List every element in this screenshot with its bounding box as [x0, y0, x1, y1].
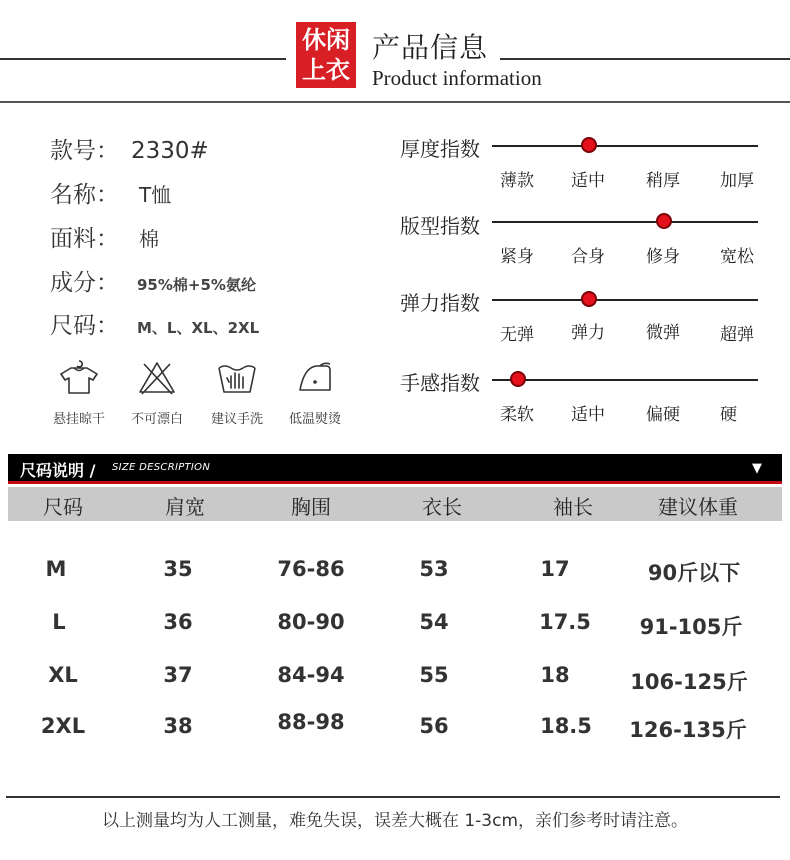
- chest-cell: 80-90: [277, 610, 345, 634]
- thickness-option: 适中: [571, 171, 605, 191]
- fit-index-line: [492, 221, 758, 223]
- info-value: 95%棉+5%氨纶: [137, 276, 256, 294]
- care-item-hand-wash: [192, 358, 282, 427]
- shoulder-cell: 36: [163, 610, 193, 634]
- chevron-down-icon: ▼: [752, 461, 762, 476]
- fit-option: 修身: [646, 247, 680, 267]
- info-row-style-number: [50, 132, 209, 165]
- info-label: 成分：: [50, 270, 119, 296]
- length-cell: 54: [419, 610, 449, 634]
- size-table-header: [8, 487, 782, 521]
- handfeel-option: 硬: [720, 405, 737, 425]
- info-row-composition: [50, 264, 256, 297]
- sleeve-cell: 18.5: [540, 714, 592, 738]
- elasticity-option: 超弹: [720, 325, 754, 345]
- fit-option: 宽松: [720, 247, 754, 267]
- weight-cell: 106-125斤: [630, 670, 748, 694]
- size-column-header: 建议体重: [658, 495, 738, 519]
- page-title: 产品信息: [372, 31, 489, 64]
- elasticity-index-marker: [581, 291, 597, 307]
- fit-option: 合身: [571, 247, 605, 267]
- info-row-sizes: [50, 307, 259, 340]
- measurement-disclaimer: 以上测量均为人工测量，难免失误，误差大概在 1-3cm，亲们参考时请注意。: [101, 811, 689, 831]
- elasticity-option: 无弹: [500, 325, 534, 345]
- info-value: 棉: [139, 227, 159, 251]
- header-divider-right: [500, 58, 790, 60]
- size-column-header: 衣长: [422, 495, 462, 519]
- info-row-fabric: [50, 220, 159, 253]
- no-bleach-icon: [136, 358, 178, 396]
- chest-cell: 76-86: [277, 557, 345, 581]
- care-item-hang-dry: [34, 358, 124, 427]
- size-description-subtitle: SIZE DESCRIPTION: [112, 462, 211, 473]
- size-cell: M: [45, 557, 67, 581]
- header-divider-left: [0, 58, 286, 60]
- size-cell: 2XL: [40, 714, 86, 738]
- shoulder-cell: 35: [163, 557, 193, 581]
- info-row-name: [50, 176, 171, 209]
- care-label: 不可漂白: [130, 412, 183, 427]
- info-label: 款号：: [50, 138, 119, 164]
- weight-cell: 91-105斤: [639, 615, 743, 639]
- size-column-header: 胸围: [291, 495, 331, 519]
- sleeve-cell: 17.5: [539, 610, 591, 634]
- care-item-low-iron: [270, 358, 360, 427]
- info-label: 名称：: [50, 182, 119, 208]
- elasticity-index-line: [492, 299, 758, 301]
- care-label: 低温熨烫: [288, 412, 341, 427]
- info-label: 尺码：: [50, 313, 119, 339]
- chest-cell: 88-98: [277, 710, 345, 734]
- thickness-option: 薄款: [500, 171, 534, 191]
- badge-line-2: 上衣: [302, 56, 350, 84]
- sleeve-cell: 18: [540, 663, 570, 687]
- handfeel-index-marker: [510, 371, 526, 387]
- size-cell: L: [52, 610, 66, 634]
- elasticity-option: 微弹: [646, 323, 680, 343]
- fit-option: 紧身: [500, 247, 534, 267]
- shoulder-cell: 37: [163, 663, 193, 687]
- size-description-bar: [8, 454, 782, 484]
- hand-wash-icon: [216, 358, 258, 396]
- sleeve-cell: 17: [540, 557, 570, 581]
- thickness-index-line: [492, 145, 758, 147]
- size-cell: XL: [48, 663, 78, 687]
- chest-cell: 84-94: [277, 663, 345, 687]
- handfeel-option: 偏硬: [646, 405, 680, 425]
- thickness-index-title: 厚度指数: [400, 137, 480, 161]
- size-column-header: 尺码: [43, 495, 83, 519]
- info-value: 2330#: [131, 138, 209, 164]
- badge-line-1: 休闲: [302, 26, 350, 54]
- length-cell: 55: [419, 663, 449, 687]
- weight-cell: 90斤以下: [647, 561, 741, 585]
- size-description-title: 尺码说明 /: [20, 461, 96, 480]
- thickness-option: 加厚: [720, 171, 754, 191]
- info-label: 面料：: [50, 226, 119, 252]
- handfeel-option: 柔软: [500, 405, 534, 425]
- info-value: T恤: [139, 183, 172, 207]
- weight-cell: 126-135斤: [629, 718, 747, 742]
- handfeel-index-line: [492, 379, 758, 381]
- thickness-index-marker: [581, 137, 597, 153]
- length-cell: 56: [419, 714, 449, 738]
- shoulder-cell: 38: [163, 714, 193, 738]
- length-cell: 53: [419, 557, 449, 581]
- handfeel-option: 适中: [571, 405, 605, 425]
- elasticity-option: 弹力: [571, 323, 605, 343]
- hang-dry-icon: [58, 358, 100, 396]
- care-label: 悬挂晾干: [52, 412, 105, 427]
- thickness-option: 稍厚: [646, 171, 680, 191]
- info-value: M、L、XL、2XL: [137, 319, 260, 337]
- fit-index-title: 版型指数: [400, 214, 480, 238]
- page-subtitle: Product information: [372, 66, 542, 90]
- category-badge: [296, 22, 356, 88]
- footer-divider: [6, 796, 780, 798]
- care-label: 建议手洗: [210, 412, 263, 427]
- low-iron-icon: [294, 358, 336, 396]
- size-column-header: 肩宽: [165, 495, 205, 519]
- fit-index-marker: [656, 213, 672, 229]
- handfeel-index-title: 手感指数: [400, 371, 480, 395]
- size-column-header: 袖长: [553, 495, 593, 519]
- header-bottom-divider: [0, 101, 790, 103]
- care-item-no-bleach: [112, 358, 202, 427]
- elasticity-index-title: 弹力指数: [400, 291, 480, 315]
